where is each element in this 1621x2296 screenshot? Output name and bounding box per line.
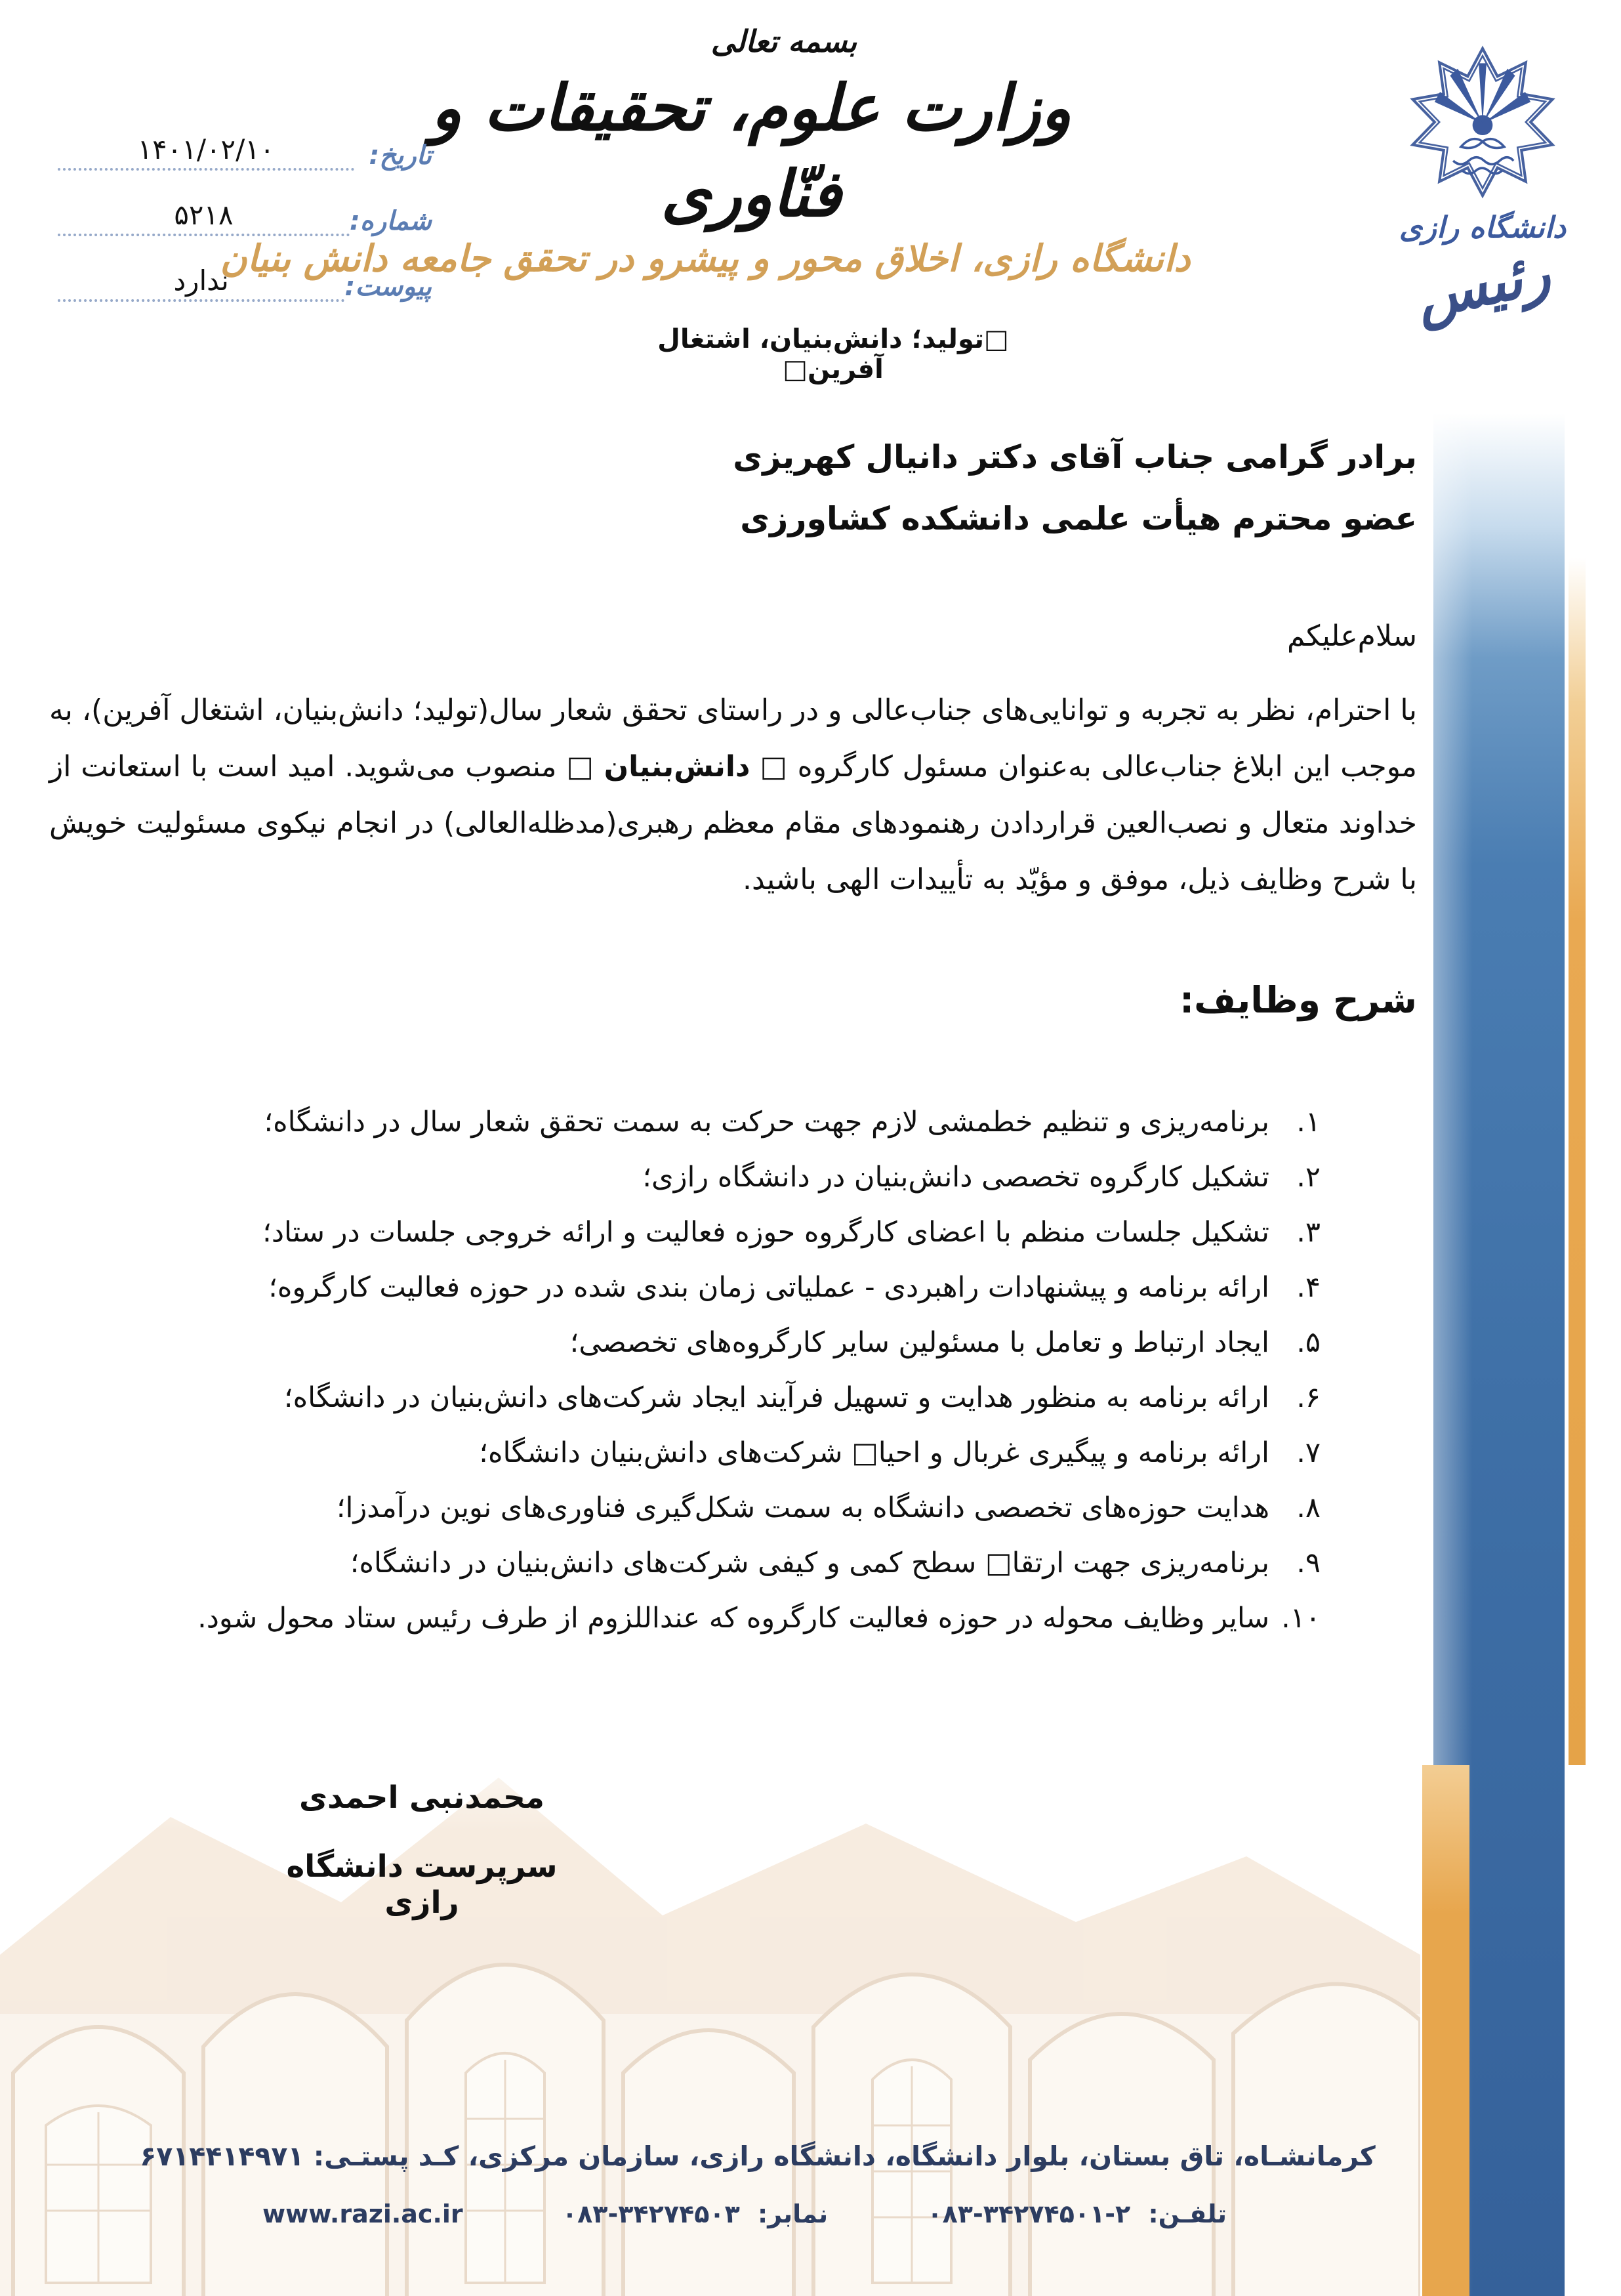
number-label: شماره: bbox=[349, 206, 432, 236]
paragraph-part2: □ منصوب می‌شوید. امید است با استعانت از خداوند متعال و نصب‌العین قراردادن رهنمودهای مقام معظم رهبری(مدظله‌العالی) در انجام نیکوی مسئولیت خویش با شرح وظایف ذیل، موفق و مؤیّد به تأییدات الهی باشید. bbox=[49, 750, 1417, 896]
footer-address-line: کرمانشـاه، تاق بستان، بلوار دانشگاه، دانشگاه رازی، سازمان مرکزی، کـد پستـی: ۶۷۱۴۴۱۴۹۷۱ bbox=[140, 2140, 1376, 2172]
duty-text: برنامه‌ریزی جهت ارتقا□ سطح کمی و کیفی شرکت‌های دانش‌بنیان در دانشگاه؛ bbox=[350, 1547, 1269, 1579]
duty-number: ۱۰. bbox=[1281, 1602, 1321, 1635]
signature-block bbox=[268, 1780, 576, 1921]
duty-number: ۵. bbox=[1296, 1326, 1321, 1359]
attachment-label: پیوست: bbox=[344, 272, 432, 302]
letter-meta-block bbox=[58, 105, 437, 302]
duty-text: سایر وظایف محوله در حوزه فعالیت کارگروه که عنداللزوم از طرف رئیس ستاد محول شود. bbox=[197, 1602, 1269, 1635]
meta-row-attachment bbox=[58, 236, 437, 302]
right-orange-stripe-lower bbox=[1422, 1765, 1469, 2296]
duty-item-5 bbox=[46, 1315, 1321, 1370]
duty-text: تشکیل جلسات منظم با اعضای کارگروه حوزه فعالیت و ارائه خروجی جلسات در ستاد؛ bbox=[262, 1216, 1269, 1249]
signatory-name: محمدنبی احمدی bbox=[298, 1780, 545, 1816]
duty-item-9 bbox=[46, 1535, 1321, 1591]
website-url: www.razi.ac.ir bbox=[262, 2200, 463, 2228]
phone-label: تلفـن: bbox=[1148, 2200, 1227, 2228]
footer-contact-line bbox=[262, 2200, 1227, 2228]
duty-text: ارائه برنامه و پیشنهادات راهبردی - عملیاتی زمان بندی شده در حوزه فعالیت کارگروه؛ bbox=[268, 1271, 1269, 1304]
duty-text: ارائه برنامه و پیگیری غربال و احیا□ شرکت‌های دانش‌بنیان دانشگاه؛ bbox=[479, 1436, 1269, 1469]
date-dotted-line bbox=[58, 133, 354, 171]
duty-number: ۸. bbox=[1296, 1492, 1321, 1524]
duty-number: ۳. bbox=[1296, 1216, 1321, 1249]
meta-row-number bbox=[58, 171, 437, 236]
recipient-name-line: برادر گرامی جناب آقای دکتر دانیال کهریزی bbox=[733, 438, 1417, 476]
university-gold-motto: دانشگاه رازی، اخلاق محور و پیشرو در تحقق جامعه دانش بنیان bbox=[220, 238, 1191, 280]
bismillah-line: بسمه تعالی bbox=[710, 24, 857, 59]
attachment-value: ندارد bbox=[173, 264, 229, 297]
duty-text: ارائه برنامه به منظور هدایت و تسهیل فرآیند ایجاد شرکت‌های دانش‌بنیان در دانشگاه؛ bbox=[283, 1381, 1269, 1414]
duty-number: ۹. bbox=[1296, 1547, 1321, 1579]
signatory-title: سرپرست دانشگاه رازی bbox=[286, 1848, 558, 1921]
logo-role-president: رئیس bbox=[1409, 238, 1556, 333]
phone-number: ۰۸۳-۳۴۲۷۴۵۰۱-۲ bbox=[927, 2200, 1131, 2228]
duty-item-10 bbox=[46, 1591, 1321, 1646]
attachment-dotted-line bbox=[58, 264, 344, 302]
duty-item-6 bbox=[46, 1370, 1321, 1425]
duty-number: ۲. bbox=[1296, 1161, 1321, 1194]
recipient-title-line: عضو محترم هیأت علمی دانشکده کشاورزی bbox=[740, 500, 1417, 537]
duty-item-7 bbox=[46, 1425, 1321, 1480]
duty-number: ۱. bbox=[1296, 1106, 1321, 1138]
phone-segment bbox=[927, 2200, 1227, 2228]
paragraph-bold-knowledge-based: دانش‌بنیان bbox=[604, 750, 750, 783]
duty-item-2 bbox=[46, 1150, 1321, 1205]
duty-number: ۴. bbox=[1296, 1271, 1321, 1304]
fax-segment bbox=[562, 2200, 828, 2228]
duty-text: تشکیل کارگروه تخصصی دانش‌بنیان در دانشگاه رازی؛ bbox=[642, 1161, 1269, 1194]
number-dotted-line bbox=[58, 199, 350, 236]
fax-label: نمابر: bbox=[758, 2200, 829, 2228]
duties-section-title: شرح وظایف: bbox=[1180, 979, 1417, 1021]
duty-text: ایجاد ارتباط و تعامل با مسئولین سایر کارگروه‌های تخصصی؛ bbox=[569, 1326, 1269, 1359]
duty-text: هدایت حوزه‌های تخصصی دانشگاه به سمت شکل‌گیری فناوری‌های نوین درآمدزا؛ bbox=[336, 1492, 1269, 1524]
letter-body-paragraph bbox=[49, 682, 1417, 908]
duty-number: ۶. bbox=[1296, 1381, 1321, 1414]
duty-item-3 bbox=[46, 1205, 1321, 1260]
paragraph-part1: با احترام، نظر به تجربه و توانایی‌های جناب‌عالی و در راستای تحقق شعار سال(تولید؛ دانش‌بنیان، اشتغال آفرین)، به موجب این ابلاغ جناب‌عالی به‌عنوان مسئول کارگروه □ bbox=[49, 694, 1418, 783]
date-label: تاریخ: bbox=[369, 140, 432, 171]
duty-text: برنامه‌ریزی و تنظیم خطمشی لازم جهت حرکت به سمت تحقق شعار سال در دانشگاه؛ bbox=[264, 1106, 1269, 1138]
date-value: ۱۴۰۱/۰۲/۱۰ bbox=[137, 133, 275, 165]
duty-item-1 bbox=[46, 1095, 1321, 1150]
right-orange-stripe-upper bbox=[1569, 558, 1586, 1765]
number-value: ۵۲۱۸ bbox=[174, 199, 234, 231]
university-logo-icon bbox=[1405, 45, 1560, 199]
duty-item-4 bbox=[46, 1260, 1321, 1315]
duties-list bbox=[46, 1095, 1321, 1646]
year-slogan: □تولید؛ دانش‌بنیان، اشتغال آفرین□ bbox=[657, 324, 1009, 385]
university-logo-block bbox=[1387, 45, 1578, 333]
duty-number: ۷. bbox=[1296, 1436, 1321, 1469]
duty-item-8 bbox=[46, 1480, 1321, 1535]
ministry-title: وزارت علوم، تحقیقات و فنّاوری bbox=[430, 71, 1072, 231]
meta-row-date bbox=[58, 105, 437, 171]
fax-number: ۰۸۳-۳۴۲۷۴۵۰۳ bbox=[562, 2200, 740, 2228]
logo-caption-university-name: دانشگاه رازی bbox=[1399, 210, 1567, 245]
greeting-line: سلام‌علیکم bbox=[1286, 619, 1417, 653]
